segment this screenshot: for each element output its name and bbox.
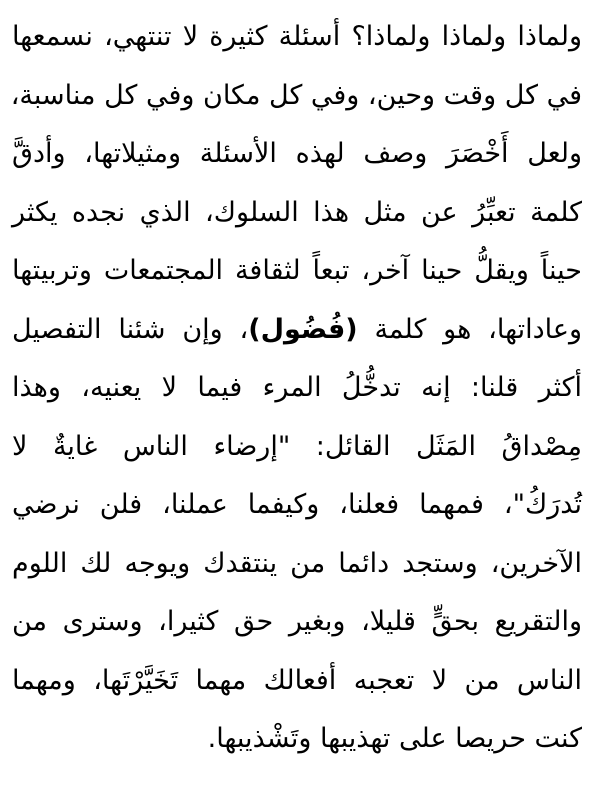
emphasized-word: (فُضُول)	[248, 313, 358, 345]
text-line-13: كنت حريصا على تهذيبها وتَشْذيبها.	[207, 723, 582, 754]
text-line-6-end: ، وإن شئنا التفصيل	[12, 313, 249, 345]
paragraph	[12, 8, 582, 769]
text-line-5: حيناً ويقلُّ حينا آخر، تبعاً لثقافة المجتمعات وتربيتها	[12, 255, 582, 286]
text-line-4: كلمة تعبِّرُ عن مثل هذا السلوك، الذي نجده يكثر	[12, 196, 582, 228]
text-line-1: ولماذا ولماذا ولماذا؟ أسئلة كثيرة لا تنتهي، نسمعها	[12, 21, 582, 52]
text-line-9: تُدرَكُ"، فمهما فعلنا، وكيفما عملنا، فلن نرضي	[12, 489, 582, 520]
text-line-11: والتقريع بحقٍّ قليلا، وبغير حق كثيرا، وسترى من	[12, 606, 582, 637]
text-line-3: ولعل أَخْصَرَ وصف لهذه الأسئلة ومثيلاتها، وأدقَّ	[12, 138, 582, 169]
text-line-6-start: وعاداتها، هو كلمة	[357, 313, 582, 345]
text-line-2: في كل وقت وحين، وفي كل مكان وفي كل مناسبة،	[10, 79, 582, 111]
text-line-6	[12, 301, 582, 360]
text-line-7: أكثر قلنا: إنه تدخُّلُ المرء فيما لا يعنيه، وهذا	[12, 372, 582, 403]
text-line-12: الناس من لا تعجبه أفعالك مهما تَخَيَّرْتَها، ومهما	[12, 664, 582, 696]
text-line-10: الآخرين، وستجد دائما من ينتقدك ويوجه لك اللوم	[12, 547, 582, 579]
text-line-8: مِصْداقُ المَثَل القائل: "إرضاء الناس غايةٌ لا	[12, 430, 582, 462]
